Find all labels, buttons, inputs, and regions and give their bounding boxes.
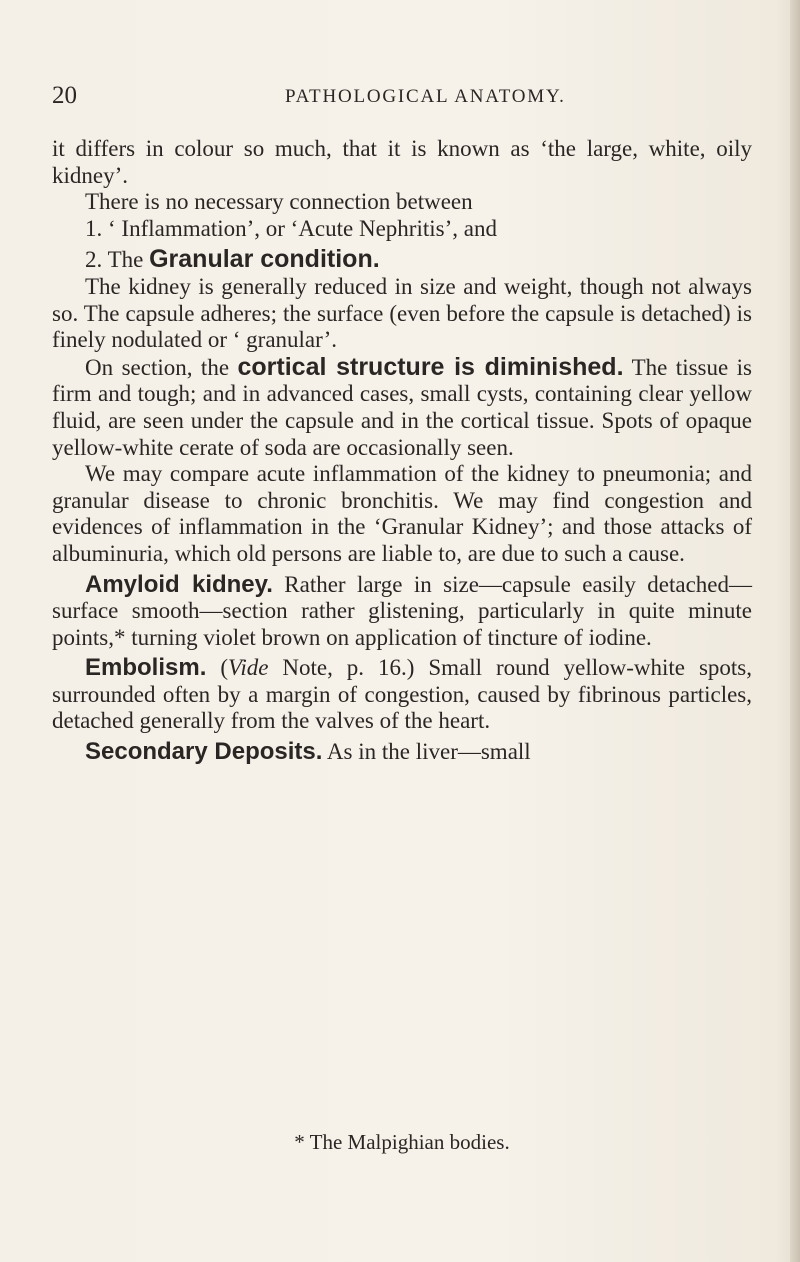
paragraph: We may compare acute inflammation of the kidney to pneumonia; and granular disease to chronic bronchitis. We may find congestion and evidences of inflammation in the ‘Granular Kidney’; and those attacks of albuminuria, which old persons are liable to, are due to such a cause. bbox=[52, 461, 752, 566]
paragraph: There is no necessary connection between bbox=[85, 189, 473, 215]
paragraph: The kidney is generally reduced in size and weight, though not always so. The capsule adheres; the surface (even before the capsule is detached) is finely nodulated or ‘ granular’. bbox=[52, 273, 752, 353]
paragraph: Amyloid kidney. Rather large in size—capsule easily detached—surface smooth—section rather glistening, particularly in quite minute points,* turning violet brown on application of tincture of iodine. bbox=[52, 570, 752, 650]
footnote: * The Malpighian bodies. bbox=[294, 1130, 510, 1154]
running-head: PATHOLOGICAL ANATOMY. bbox=[285, 86, 566, 107]
paragraph: Secondary Deposits. As in the liver—small bbox=[85, 738, 531, 766]
page-edge bbox=[790, 0, 800, 1262]
section-heading: Embolism. bbox=[85, 654, 207, 682]
paragraph: it differs in colour so much, that it is known as ‘the large, white, oily kidney’. bbox=[52, 136, 752, 188]
section-heading: Secondary Deposits. bbox=[85, 738, 323, 766]
body-text bbox=[52, 136, 752, 766]
section-heading: cortical structure is diminished. bbox=[237, 352, 624, 381]
page-number: 20 bbox=[52, 82, 77, 109]
section-heading: Amyloid kidney. bbox=[85, 570, 273, 598]
paragraph: On section, the cortical structure is diminished. The tissue is firm and tough; and in advanced cases, small cysts, containing clear yellow fluid, are seen under the capsule and in the cortical tissue. Spots of opaque yellow-white cerate of soda are occasionally seen. bbox=[52, 352, 752, 460]
section-heading: Granular condition. bbox=[149, 245, 380, 274]
paragraph: Embolism. (Vide Note, p. 16.) Small round yellow-white spots, surrounded often by a margin of congestion, caused by fibrinous particles, detached generally from the valves of the heart. bbox=[52, 654, 752, 734]
page-header bbox=[52, 82, 752, 112]
list-item: 2. The Granular condition. bbox=[85, 245, 380, 274]
list-item: 1. ‘ Inflammation’, or ‘Acute Nephritis’, and bbox=[85, 215, 497, 241]
